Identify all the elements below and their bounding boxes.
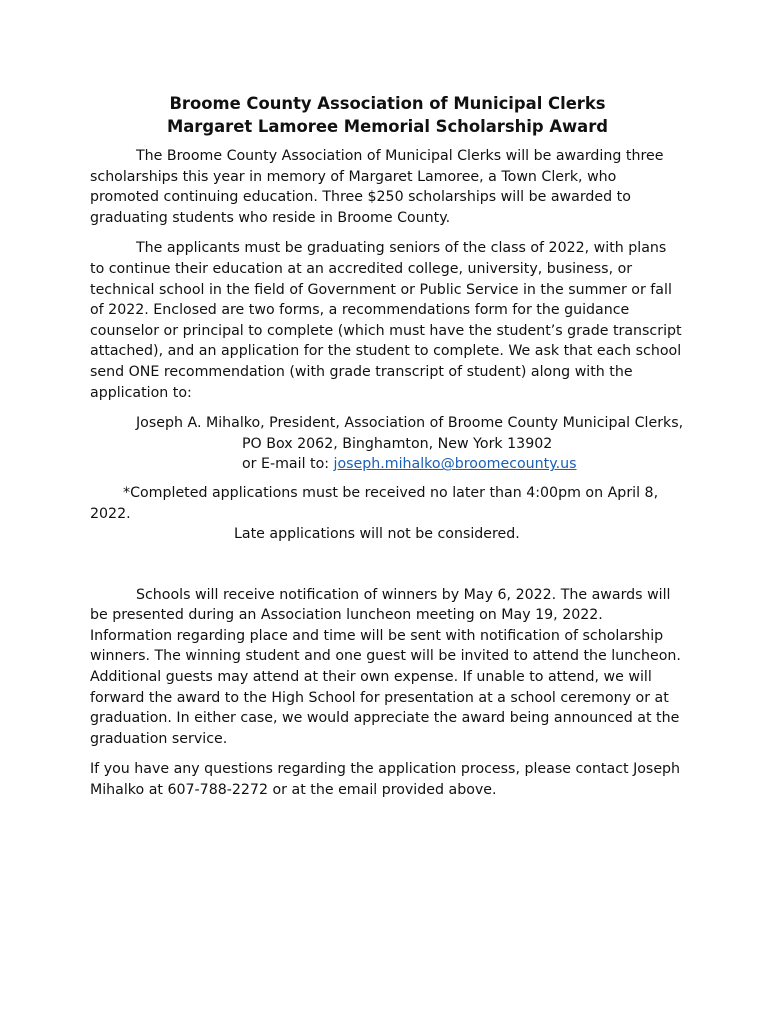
mailing-address-block	[90, 413, 685, 475]
email-line	[90, 454, 685, 475]
po-box-line: PO Box 2062, Binghamton, New York 13902	[242, 435, 553, 452]
contact-paragraph: If you have any questions regarding the application process, please contact Joseph Mihalko at 607-788-2272 or at the email provided above.	[90, 761, 681, 799]
document-title	[90, 92, 685, 138]
title-line-2: Margaret Lamoree Memorial Scholarship Award	[166, 117, 609, 136]
recipient-line: Joseph A. Mihalko, President, Association of Broome County Municipal Clerks,	[136, 415, 684, 432]
eligibility-paragraph: The applicants must be graduating seniors of the class of 2022, with plans to continue their education at an accredited college, university, business, or technical school in the field of Government or Public Service in the summer or fall of 2022. Enclosed are two forms, a recommendations form for the guidance counselor or principal to complete (which must have the student’s grade transcript attached), and an application for the student to complete. We ask that each school send ONE recommendation (with grade transcript of student) along with the application to:	[90, 240, 682, 401]
notification-paragraph: Schools will receive notification of winners by May 6, 2022. The awards will be presented during an Association luncheon meeting on May 19, 2022. Information regarding place and time will be sent with notification of scholarship winners. The winning student and one guest will be invited to attend the luncheon. Additional guests may attend at their own expense. If unable to attend, we will forward the award to the High School for presentation at a school ceremony or at graduation. In either case, we would appreciate the award being announced at the graduation service.	[90, 586, 681, 747]
intro-paragraph: The Broome County Association of Municipal Clerks will be awarding three scholarships this year in memory of Margaret Lamoree, a Town Clerk, who promoted continuing education. Three $250 scholarships will be awarded to graduating students who reside in Broome County.	[90, 148, 664, 226]
email-link[interactable]: joseph.mihalko@broomecounty.us	[333, 456, 577, 473]
title-line-1: Broome County Association of Municipal Clerks	[169, 94, 606, 113]
late-applications-notice: Late applications will not be considered.	[234, 526, 520, 543]
deadline-notice: *Completed applications must be received no later than 4:00pm on April 8, 2022.	[90, 484, 659, 522]
document-page	[90, 92, 685, 801]
email-prefix: or E-mail to:	[242, 456, 334, 473]
